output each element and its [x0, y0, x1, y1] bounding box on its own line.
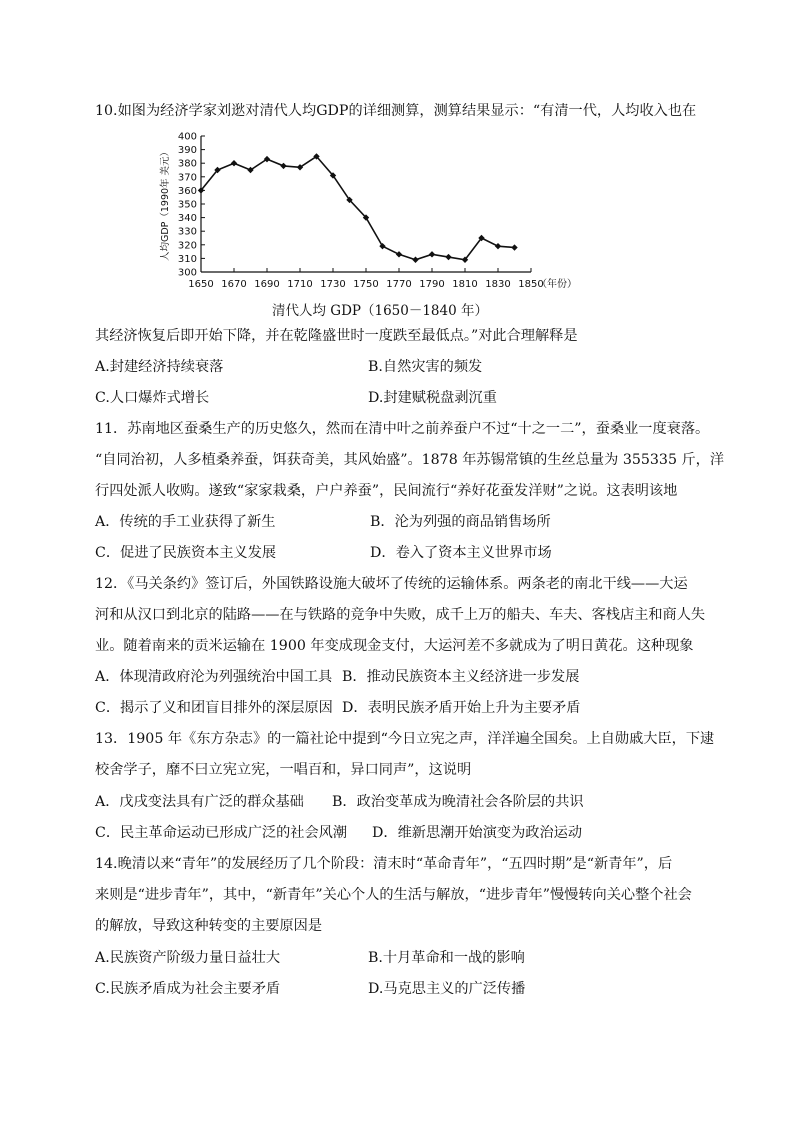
q14-stem-line1: 14.晚清以来“青年”的发展经历了几个阶段：清末时“革命青年”，“五四时期”是“新青年”，后: [95, 856, 673, 872]
y-tick-label: 370: [177, 172, 197, 184]
y-tick-label: 350: [177, 199, 197, 211]
data-point: [495, 243, 501, 249]
q10-option-b[interactable]: B.自然灾害的频发: [368, 359, 483, 375]
y-tick-label: 310: [177, 253, 197, 265]
q11-option-b[interactable]: B．沦为列强的商品销售场所: [370, 514, 551, 530]
chart-series: [198, 153, 518, 263]
q11-option-d[interactable]: D．卷入了资本主义世界市场: [370, 545, 552, 561]
q11-stem-line1: 11．苏南地区蚕桑生产的历史悠久，然而在清中叶之前养蚕户不过“十之一二”，蚕桑业一度衰落。: [95, 421, 710, 437]
q10-stem-line1: 10.如图为经济学家刘逖对清代人均GDP的详细测算，测算结果显示：“有清一代，人均收入也在: [95, 103, 697, 119]
q13-option-c[interactable]: C．民主革命运动已形成广泛的社会风潮: [95, 825, 348, 841]
y-axis-label: 人均GDP（1990年 美元）: [160, 146, 171, 262]
data-point: [280, 163, 286, 169]
q12-option-c[interactable]: C．揭示了义和团盲目排外的深层原因: [95, 700, 333, 716]
q13-option-d[interactable]: D．维新思潮开始演变为政治运动: [372, 825, 583, 841]
q12-option-d[interactable]: D．表明民族矛盾开始上升为主要矛盾: [342, 700, 581, 716]
y-tick-label: 360: [177, 185, 197, 197]
chart-caption: 清代人均 GDP（1650－1840 年）: [272, 303, 488, 319]
q14-option-a[interactable]: A.民族资产阶级力量日益壮大: [95, 950, 281, 966]
q10-option-a[interactable]: A.封建经济持续衰落: [95, 359, 224, 375]
q14-option-c[interactable]: C.民族矛盾成为社会主要矛盾: [95, 981, 281, 997]
q12-option-b[interactable]: B．推动民族资本主义经济进一步发展: [342, 669, 580, 685]
q10-option-d[interactable]: D.封建赋税盘剥沉重: [368, 390, 497, 406]
q13-stem-line2: 校舍学子，靡不曰立宪立宪，一唱百和，异口同声”，这说明: [95, 762, 472, 778]
data-point: [396, 251, 402, 257]
data-point: [379, 243, 385, 249]
q14-stem-line2: 来则是“进步青年”，其中，“新青年”关心个人的生活与解放，“进步青年”慢慢转向关心整个社会: [95, 887, 692, 903]
q11-stem-line2: “自同治初，人多植桑养蚕，饵获奇美，其风始盛”。1878 年苏锡常镇的生丝总量为 355335 斤，洋: [95, 452, 725, 468]
q12-stem-line3: 业。随着南来的贡米运输在 1900 年变成现金支付，大运河差不多就成为了明日黄花。这种现象: [95, 638, 694, 654]
q12-stem-line2: 河和从汉口到北京的陆路——在与铁路的竞争中失败，成千上万的船夫、车夫、客栈店主和商人失: [95, 607, 706, 623]
x-tick-label: 1850: [518, 279, 544, 290]
y-tick-label: 380: [177, 158, 197, 170]
x-axis-label: （年份）: [537, 279, 577, 290]
q10-option-c[interactable]: C.人口爆炸式增长: [95, 390, 210, 406]
series-line: [201, 156, 515, 259]
q12-option-a[interactable]: A．体现清政府沦为列强统治中国工具: [95, 669, 333, 685]
q11-stem-line3: 行四处派人收购。遂致“家家栽桑，户户养蚕”，民间流行“养好花蚕发洋财”之说。这表明该地: [95, 483, 678, 499]
gdp-line-chart: [150, 126, 577, 296]
data-point: [445, 254, 451, 260]
q14-option-b[interactable]: B.十月革命和一战的影响: [368, 950, 525, 966]
data-point: [231, 160, 237, 166]
q10-stem-line2: 其经济恢复后即开始下降，并在乾隆盛世时一度跌至最低点。”对此合理解释是: [95, 328, 578, 344]
data-point: [429, 251, 435, 257]
x-tick-label: 1710: [287, 279, 313, 290]
x-tick-label: 1770: [386, 279, 412, 290]
x-tick-label: 1690: [254, 279, 280, 290]
q11-option-c[interactable]: C．促进了民族资本主义发展: [95, 545, 277, 561]
y-tick-label: 330: [177, 226, 197, 238]
x-tick-label: 1650: [188, 279, 214, 290]
q13-option-b[interactable]: B．政治变革成为晚清社会各阶层的共识: [332, 794, 584, 810]
q11-option-a[interactable]: A．传统的手工业获得了新生: [95, 514, 276, 530]
data-point: [412, 257, 418, 263]
y-tick-label: 320: [177, 240, 197, 252]
x-tick-label: 1750: [353, 279, 379, 290]
y-tick-label: 400: [177, 131, 197, 143]
y-tick-label: 300: [177, 267, 197, 279]
x-tick-label: 1830: [485, 279, 511, 290]
q14-stem-line3: 的解放，导致这种转变的主要原因是: [95, 918, 323, 934]
q12-stem-line1: 12．《马关条约》签订后，外国铁路设施大破坏了传统的运输体系。两条老的南北干线——大运: [95, 576, 688, 592]
x-tick-label: 1790: [419, 279, 445, 290]
q14-option-d[interactable]: D.马克思主义的广泛传播: [368, 981, 526, 997]
q13-option-a[interactable]: A．戊戌变法具有广泛的群众基础: [95, 794, 304, 810]
x-tick-label: 1670: [221, 279, 247, 290]
chart-axes: [159, 132, 577, 291]
data-point: [511, 244, 517, 250]
y-tick-label: 340: [177, 213, 197, 225]
x-tick-label: 1810: [452, 279, 478, 290]
x-tick-label: 1730: [320, 279, 346, 290]
y-tick-label: 390: [177, 145, 197, 157]
q13-stem-line1: 13．1905 年《东方杂志》的一篇社论中提到“今日立宪之声，洋洋遍全国矣。上自勋戚大臣，下逮: [95, 731, 715, 747]
